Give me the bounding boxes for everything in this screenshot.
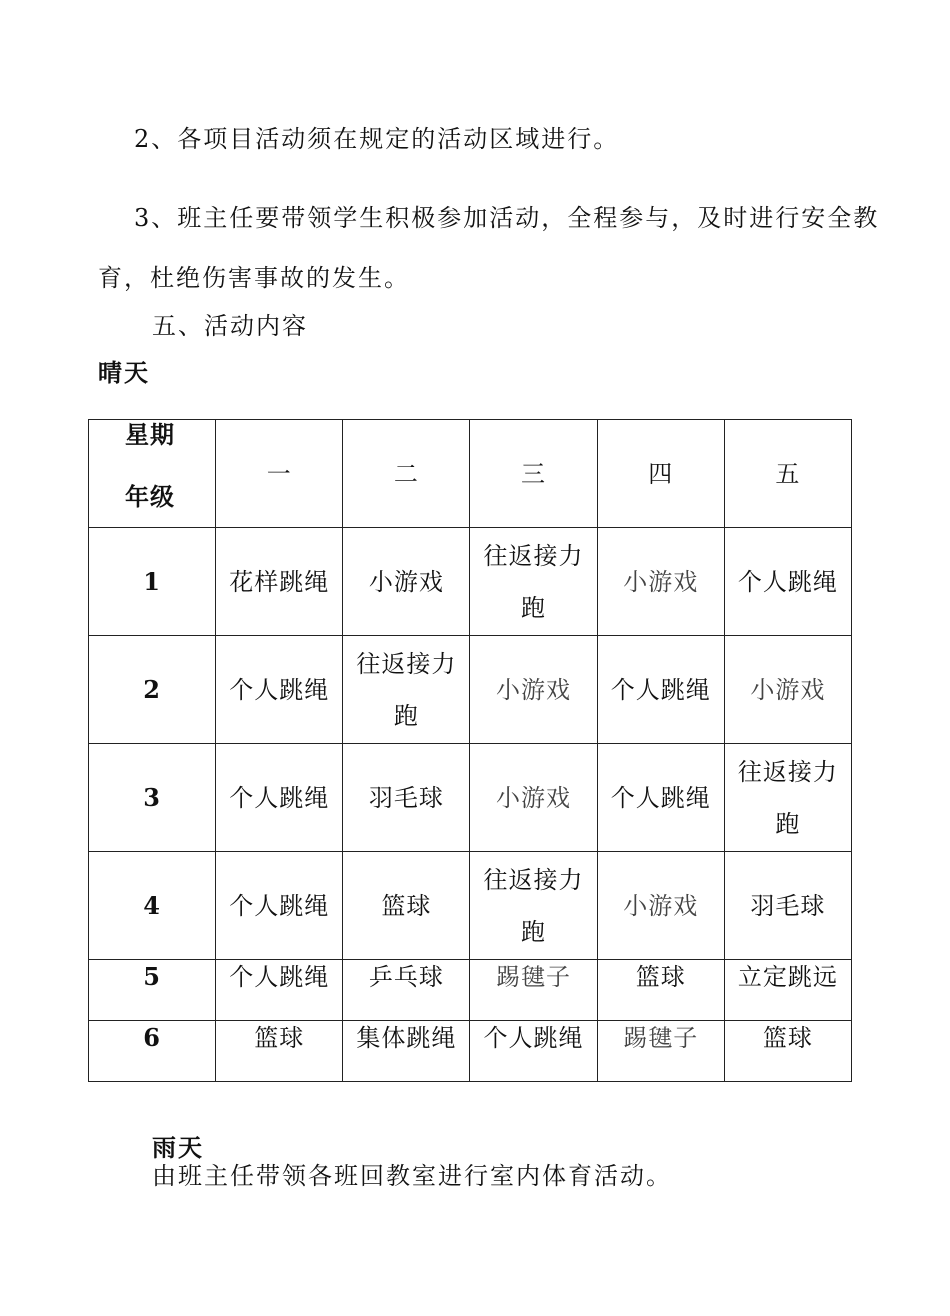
activity-cell: 往返接力跑 — [470, 852, 597, 960]
table-row — [89, 1021, 852, 1082]
grade-cell: 6 — [89, 1021, 216, 1082]
activity-cell: 踢毽子 — [597, 1021, 724, 1082]
table-row — [89, 744, 852, 852]
activity-cell: 羽毛球 — [724, 852, 851, 960]
table-row — [89, 852, 852, 960]
activity-cell: 乒乓球 — [343, 960, 470, 1021]
table-corner-cell — [89, 420, 216, 528]
rainy-text: 由班主任带领各班回教室进行室内体育活动。 — [152, 1162, 672, 1190]
activity-cell: 小游戏 — [470, 636, 597, 744]
activity-cell: 个人跳绳 — [216, 852, 343, 960]
paragraph-item-3-line-1: 3、班主任要带领学生积极参加活动，全程参与，及时进行安全教 — [134, 204, 880, 232]
activity-cell: 花样跳绳 — [216, 528, 343, 636]
activity-cell: 小游戏 — [597, 852, 724, 960]
corner-weekday-label: 星期 — [125, 420, 175, 449]
activity-cell: 个人跳绳 — [216, 636, 343, 744]
activity-cell: 小游戏 — [470, 744, 597, 852]
paragraph-item-2: 2、各项目活动须在规定的活动区域进行。 — [134, 125, 620, 153]
activity-cell: 个人跳绳 — [724, 528, 851, 636]
activity-cell: 个人跳绳 — [216, 960, 343, 1021]
section-heading: 五、活动内容 — [152, 312, 308, 340]
grade-cell: 1 — [89, 528, 216, 636]
day-header: 三 — [470, 420, 597, 528]
activity-cell: 篮球 — [597, 960, 724, 1021]
activity-cell: 踢毽子 — [470, 960, 597, 1021]
corner-grade-label: 年级 — [125, 482, 175, 511]
paragraph-item-3-line-2: 育，杜绝伤害事故的发生。 — [98, 264, 410, 292]
activity-cell: 个人跳绳 — [597, 636, 724, 744]
table-header-row — [89, 420, 852, 528]
activity-cell: 个人跳绳 — [216, 744, 343, 852]
activity-cell: 羽毛球 — [343, 744, 470, 852]
activity-cell: 个人跳绳 — [470, 1021, 597, 1082]
activity-cell: 篮球 — [216, 1021, 343, 1082]
table-row — [89, 960, 852, 1021]
activity-schedule-table — [88, 419, 852, 1082]
grade-cell: 3 — [89, 744, 216, 852]
activity-cell: 小游戏 — [597, 528, 724, 636]
activity-cell: 个人跳绳 — [597, 744, 724, 852]
activity-cell: 往返接力跑 — [724, 744, 851, 852]
rainy-label: 雨天 — [152, 1134, 204, 1162]
activity-cell: 小游戏 — [343, 528, 470, 636]
activity-cell: 集体跳绳 — [343, 1021, 470, 1082]
table-row — [89, 636, 852, 744]
day-header: 一 — [216, 420, 343, 528]
activity-cell: 往返接力跑 — [343, 636, 470, 744]
grade-cell: 4 — [89, 852, 216, 960]
activity-cell: 小游戏 — [724, 636, 851, 744]
day-header: 四 — [597, 420, 724, 528]
grade-cell: 2 — [89, 636, 216, 744]
activity-cell: 篮球 — [724, 1021, 851, 1082]
sunny-label: 晴天 — [98, 359, 150, 387]
grade-cell: 5 — [89, 960, 216, 1021]
activity-cell: 立定跳远 — [724, 960, 851, 1021]
day-header: 二 — [343, 420, 470, 528]
activity-cell: 篮球 — [343, 852, 470, 960]
activity-cell: 往返接力跑 — [470, 528, 597, 636]
day-header: 五 — [724, 420, 851, 528]
table-row — [89, 528, 852, 636]
